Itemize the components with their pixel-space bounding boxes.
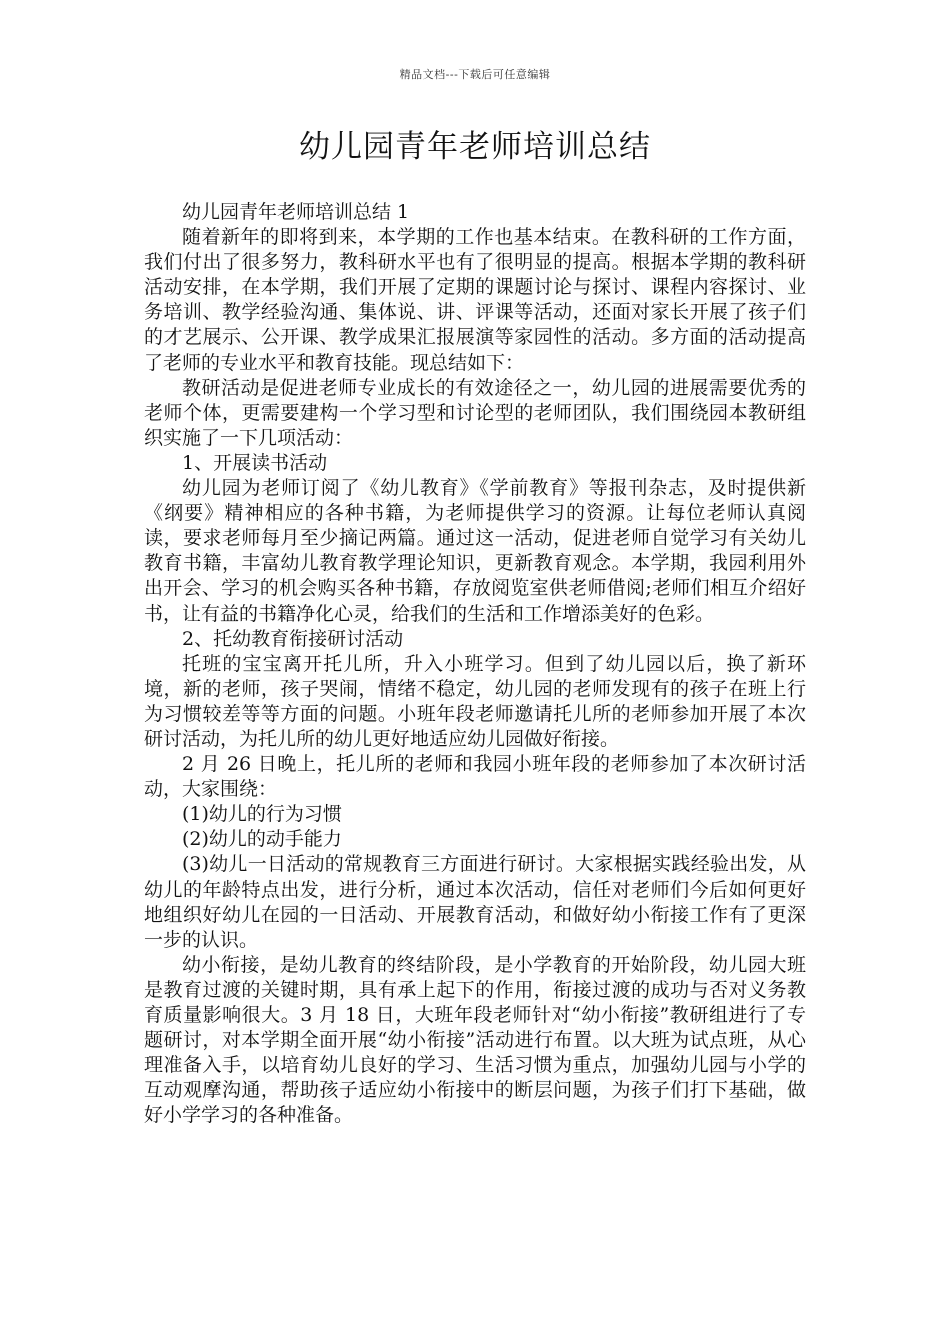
header-note: 精品文档---下载后可任意编辑 [399,68,551,81]
list-item-behavior: (1)幼儿的行为习惯 [182,803,342,826]
document-title: 幼儿园青年老师培训总结 [299,129,651,165]
section-heading-nursery-transition: 2、托幼教育衔接研讨活动 [182,627,404,650]
paragraph-nursery-transition: 托班的宝宝离开托儿所，升入小班学习。但到了幼儿园以后，换了新环境，新的老师，孩子哭闹，情绪不稳定，幼儿园的老师发现有的孩子在班上行为习惯较差等等方面的问题。小班年段老师邀请托儿所的老师参加开展了本次研讨活动，为托儿所的幼儿更好地适应幼儿园做好衔接。 [144,652,806,750]
document-body [144,200,806,1128]
section-heading-reading: 1、开展读书活动 [182,451,328,474]
paragraph-reading: 幼儿园为老师订阅了《幼儿教育》《学前教育》等报刊杂志，及时提供新《纲要》精神相应的各种书籍，为老师提供学习的资源。让每位老师认真阅读，要求老师每月至少摘记两篇。通过这一活动，促进老师自觉学习有关幼儿教育书籍，丰富幼儿教育教学理论知识，更新教育观念。本学期，我园利用外出开会、学习的机会购买各种书籍，存放阅览室供老师借阅;老师们相互介绍好书，让有益的书籍净化心灵，给我们的生活和工作增添美好的色彩。 [144,477,806,625]
paragraph-teaching-research: 教研活动是促进老师专业成长的有效途径之一，幼儿园的进展需要优秀的老师个体，更需要建构一个学习型和讨论型的老师团队，我们围绕园本教研组织实施了一下几项活动： [144,376,806,449]
list-item-daily-routine: (3)幼儿一日活动的常规教育三方面进行研讨。大家根据实践经验出发，从幼儿的年龄特点出发，进行分析，通过本次活动，信任对老师们今后如何更好地组织好幼儿在园的一日活动、开展教育活动，和做好幼小衔接工作有了更深一步的认识。 [144,853,806,951]
paragraph-intro: 随着新年的即将到来，本学期的工作也基本结束。在教科研的工作方面，我们付出了很多努力，教科研水平也有了很明显的提高。根据本学期的教科研活动安排，在本学期，我们开展了定期的课题讨论与探讨、课程内容探讨、业务培训、教学经验沟通、集体说、讲、评课等活动，还面对家长开展了孩子们的才艺展示、公开课、教学成果汇报展演等家园性的活动。多方面的活动提高了老师的专业水平和教育技能。现总结如下： [144,226,806,374]
list-item-hands-on: (2)幼儿的动手能力 [182,828,342,851]
paragraph-subtitle: 幼儿园青年老师培训总结 1 [182,201,410,223]
paragraph-seminar-date: 2 月 26 日晚上，托儿所的老师和我园小班年段的老师参加了本次研讨活动，大家围绕： [144,753,806,801]
paragraph-primary-transition: 幼小衔接，是幼儿教育的终结阶段，是小学教育的开始阶段，幼儿园大班是教育过渡的关键时期，具有承上起下的作用，衔接过渡的成功与否对义务教育质量影响很大。3 月 18 日，大班年段老师针对“幼小衔接”教研组进行了专题研讨，对本学期全面开展“幼小衔接”活动进行布置。以大班为试点班，从心理准备入手，以培育幼儿良好的学习、生活习惯为重点，加强幼儿园与小学的互动观摩沟通，帮助孩子适应幼小衔接中的断层问题，为孩子们打下基础，做好小学学习的各种准备。 [144,953,806,1127]
